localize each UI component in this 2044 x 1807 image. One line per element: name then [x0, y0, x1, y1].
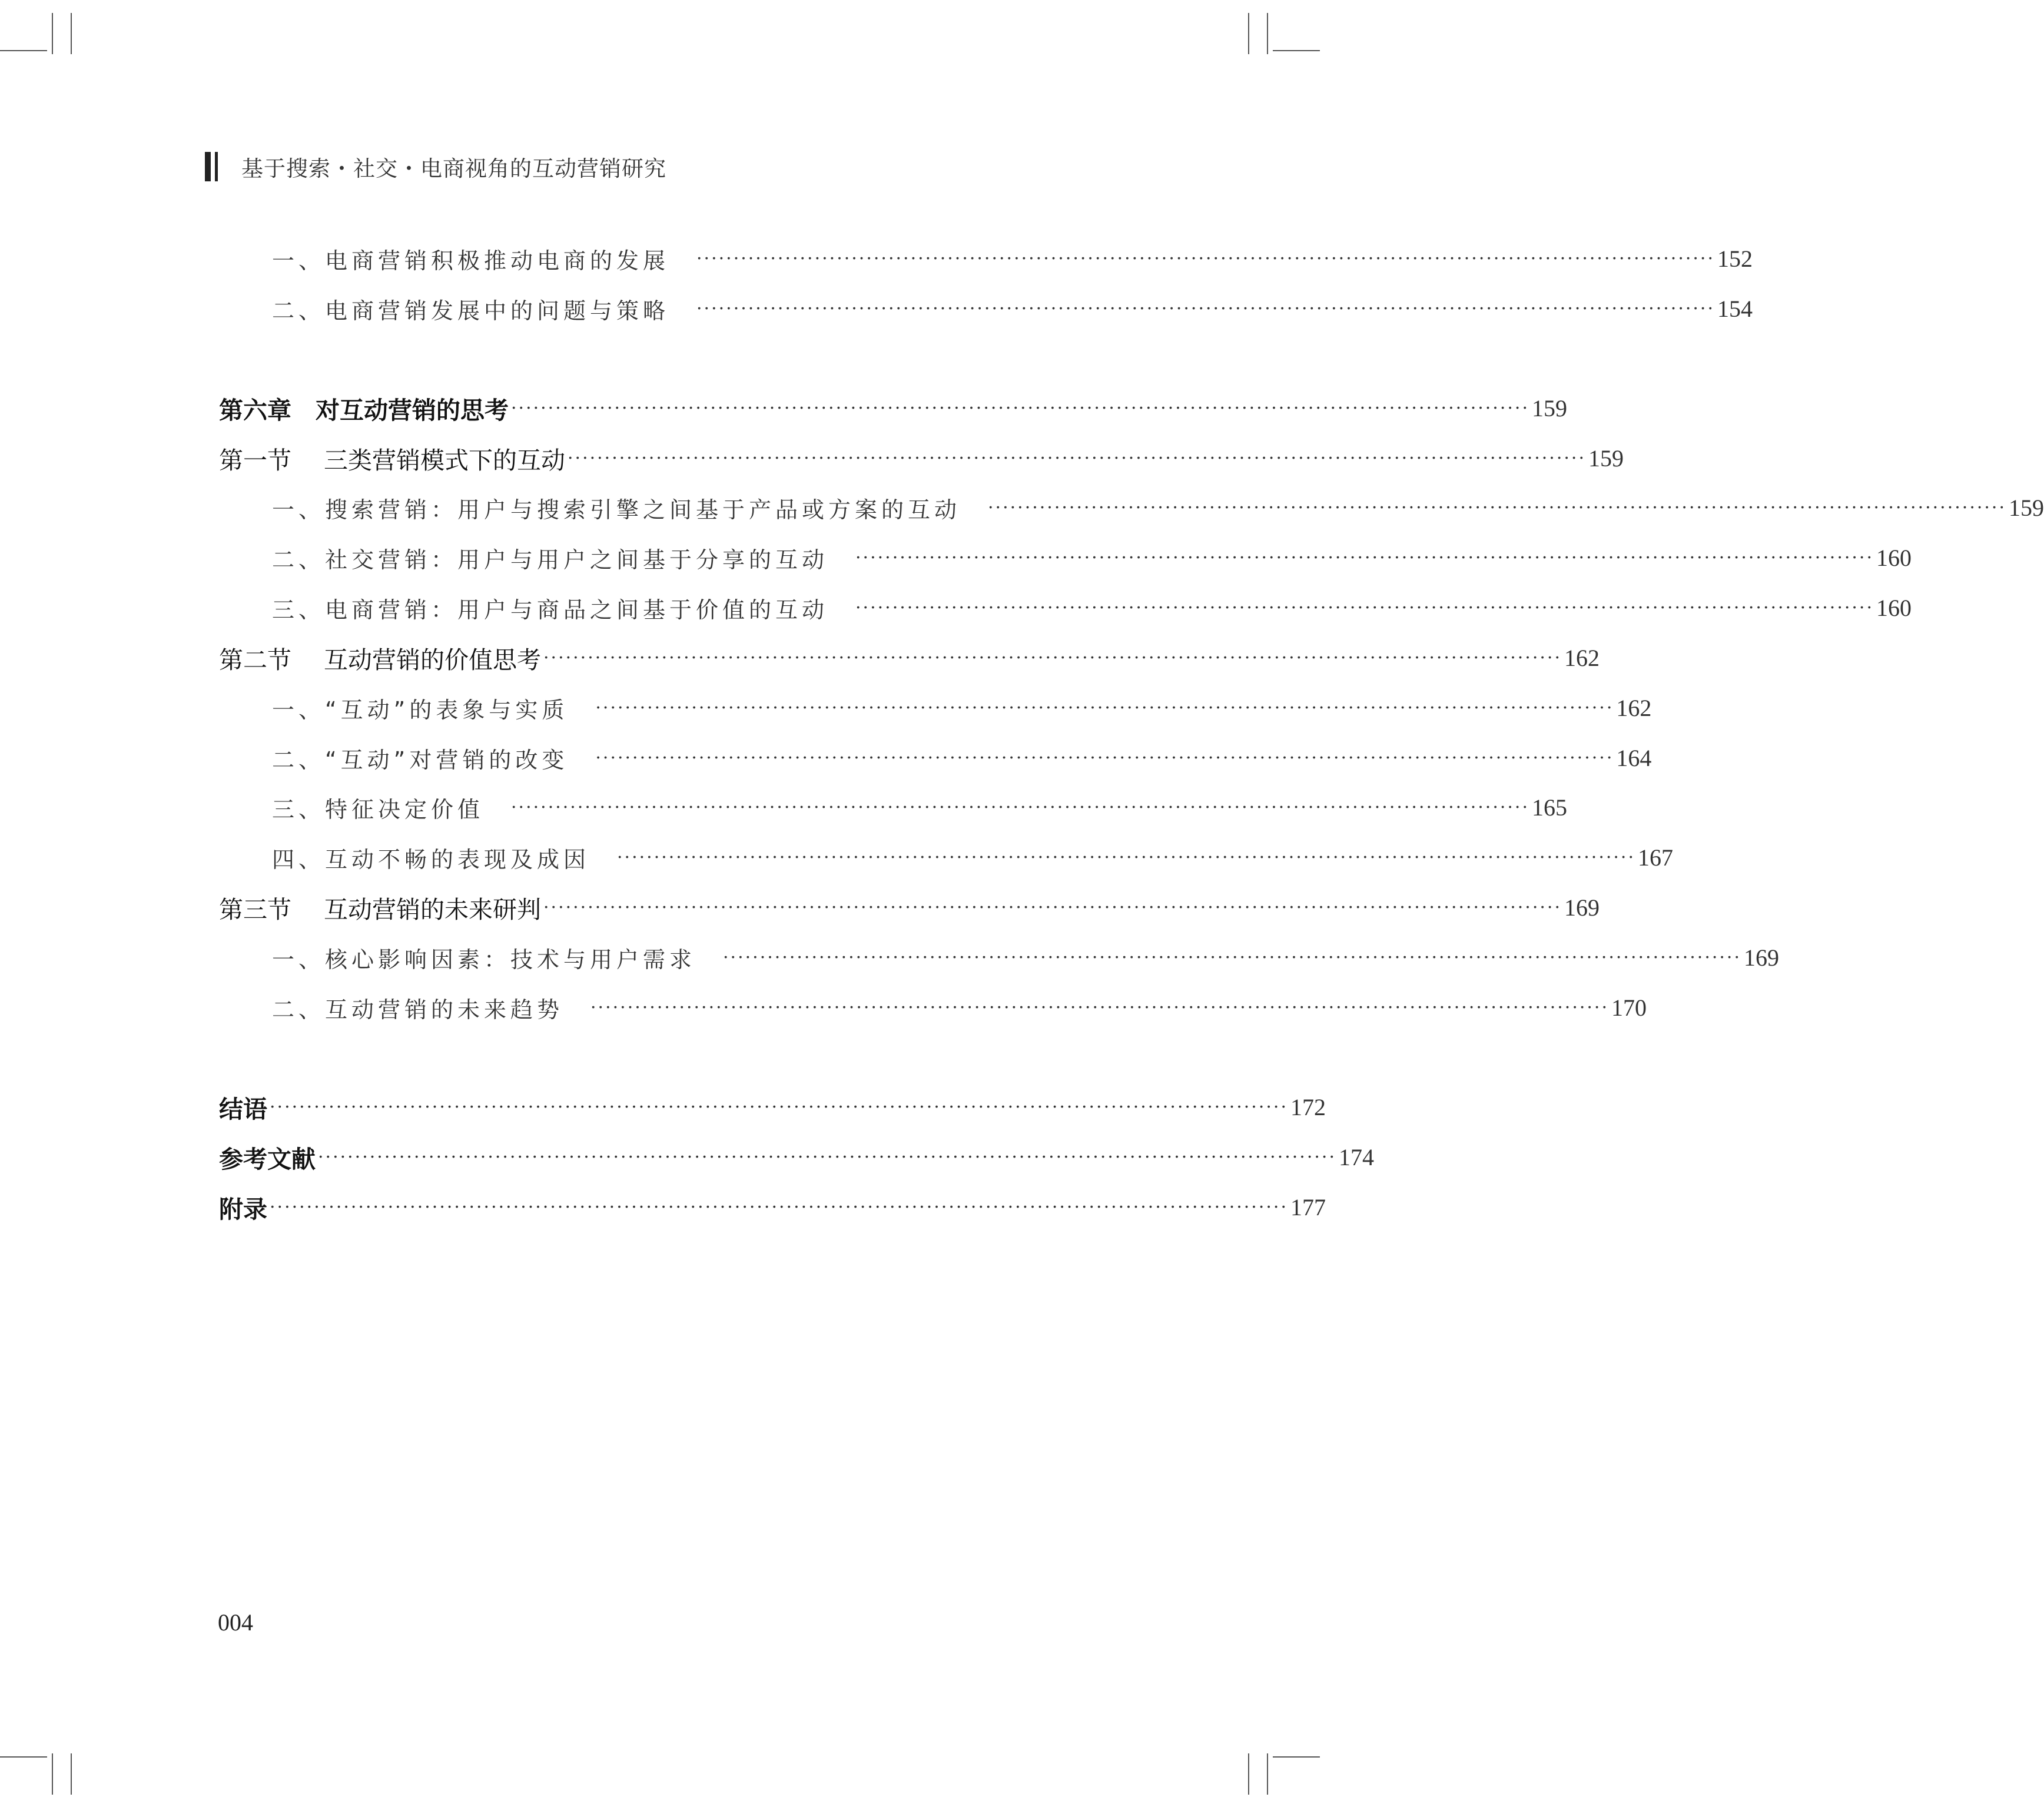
dot-leader: ··········································································································································	[270, 1096, 1288, 1118]
toc-entry-title: 一、搜索营销：用户与搜索引擎之间基于产品或方案的互动	[272, 496, 961, 523]
dot-leader: ··········································································································································	[723, 947, 1742, 968]
toc-page-number: 152	[1717, 245, 1753, 272]
toc-page-number: 172	[1290, 1093, 1326, 1120]
section-title: 三类营销模式下的互动	[324, 446, 565, 475]
dot-leader: ··········································································································································	[543, 647, 1562, 668]
toc-page-number: 160	[1876, 594, 1912, 621]
toc-entry	[272, 690, 1652, 725]
section-title: 互动营销的价值思考	[324, 645, 541, 674]
dot-leader: ··········································································································································	[595, 697, 1614, 718]
toc-entry-title: 二、互动营销的未来趋势	[272, 996, 564, 1023]
toc-entry-title	[219, 641, 541, 675]
toc-page-number: 164	[1616, 744, 1652, 771]
toc-entry-title: 附录	[219, 1195, 267, 1224]
dot-leader: ··········································································································································	[696, 298, 1716, 319]
toc-entry-title: 一、核心影响因素：技术与用户需求	[272, 946, 696, 973]
toc-entry-title: 参考文献	[219, 1145, 316, 1173]
toc-entry	[272, 840, 1674, 875]
dot-leader: ··········································································································································	[855, 547, 1874, 568]
toc-entry	[272, 990, 1647, 1025]
toc-entry	[272, 540, 1912, 575]
toc-entry-title: 四、互动不畅的表现及成因	[272, 846, 590, 873]
toc-entry-title: 结语	[219, 1095, 267, 1123]
dot-leader: ··········································································································································	[855, 597, 1874, 618]
dot-leader: ··········································································································································	[617, 847, 1636, 868]
toc-page-number: 169	[1744, 944, 1780, 971]
toc-entry	[272, 291, 1753, 326]
toc-entry	[272, 940, 1780, 975]
toc-chapter	[219, 1089, 1326, 1125]
section-number: 第二节	[219, 645, 291, 674]
toc-page-number: 177	[1290, 1193, 1326, 1221]
toc-chapter	[219, 1189, 1326, 1225]
toc-section	[219, 890, 1600, 925]
toc-page-number: 169	[1564, 894, 1600, 921]
toc-page-number: 162	[1564, 644, 1600, 671]
toc-entry-title	[219, 890, 541, 925]
toc-page-number: 154	[1717, 295, 1753, 322]
toc-page-number: 170	[1611, 994, 1647, 1021]
toc-chapter	[219, 1139, 1374, 1175]
dot-leader: ··········································································································································	[270, 1196, 1288, 1218]
toc-page-number: 159	[2009, 494, 2044, 521]
toc-entry-title: 一、电商营销积极推动电商的发展	[272, 247, 670, 274]
dot-leader: ··········································································································································	[590, 997, 1610, 1018]
toc-entry	[272, 490, 2044, 525]
toc-entry	[272, 241, 1753, 276]
toc-page-number: 165	[1532, 794, 1568, 821]
section-number: 第一节	[219, 446, 291, 475]
dot-leader: ··········································································································································	[595, 747, 1614, 768]
toc-entry-title: 三、特征决定价值	[272, 796, 485, 823]
dot-leader: ··········································································································································	[511, 397, 1529, 419]
dot-leader: ··········································································································································	[696, 248, 1716, 269]
toc-entry-title: 第六章 对互动营销的思考	[219, 396, 509, 425]
dot-leader: ··········································································································································	[318, 1146, 1336, 1168]
page-number: 004	[218, 1609, 253, 1636]
toc-entry	[272, 590, 1912, 625]
toc-entry-title: 二、社交营销：用户与用户之间基于分享的互动	[272, 546, 829, 573]
toc-entry-title	[219, 441, 565, 476]
dot-leader: ··········································································································································	[568, 447, 1586, 469]
dot-leader: ··········································································································································	[988, 497, 2007, 518]
dot-leader: ··········································································································································	[543, 897, 1562, 918]
toc-page-number: 167	[1638, 844, 1674, 871]
dot-leader: ··········································································································································	[511, 797, 1530, 818]
book-title: 基于搜索・社交・电商视角的互动营销研究	[241, 156, 666, 181]
toc-section	[219, 440, 1624, 476]
toc-page-number: 160	[1876, 544, 1912, 571]
toc-entry-title: 二、电商营销发展中的问题与策略	[272, 297, 670, 324]
toc-page-number: 159	[1588, 445, 1624, 472]
toc-page-number: 174	[1339, 1143, 1374, 1171]
toc-entry-title: 二、“互动”对营销的改变	[272, 747, 569, 773]
toc-chapter	[219, 390, 1567, 426]
section-number: 第三节	[219, 895, 291, 924]
toc-page-number: 159	[1532, 394, 1567, 422]
toc-page-number: 162	[1616, 694, 1652, 721]
toc-section	[219, 640, 1600, 675]
toc-entry-title: 三、电商营销：用户与商品之间基于价值的互动	[272, 596, 829, 623]
toc-entry	[272, 790, 1568, 825]
toc-entry	[272, 740, 1652, 775]
toc-entry-title: 一、“互动”的表象与实质	[272, 697, 569, 723]
section-title: 互动营销的未来研判	[324, 895, 541, 924]
